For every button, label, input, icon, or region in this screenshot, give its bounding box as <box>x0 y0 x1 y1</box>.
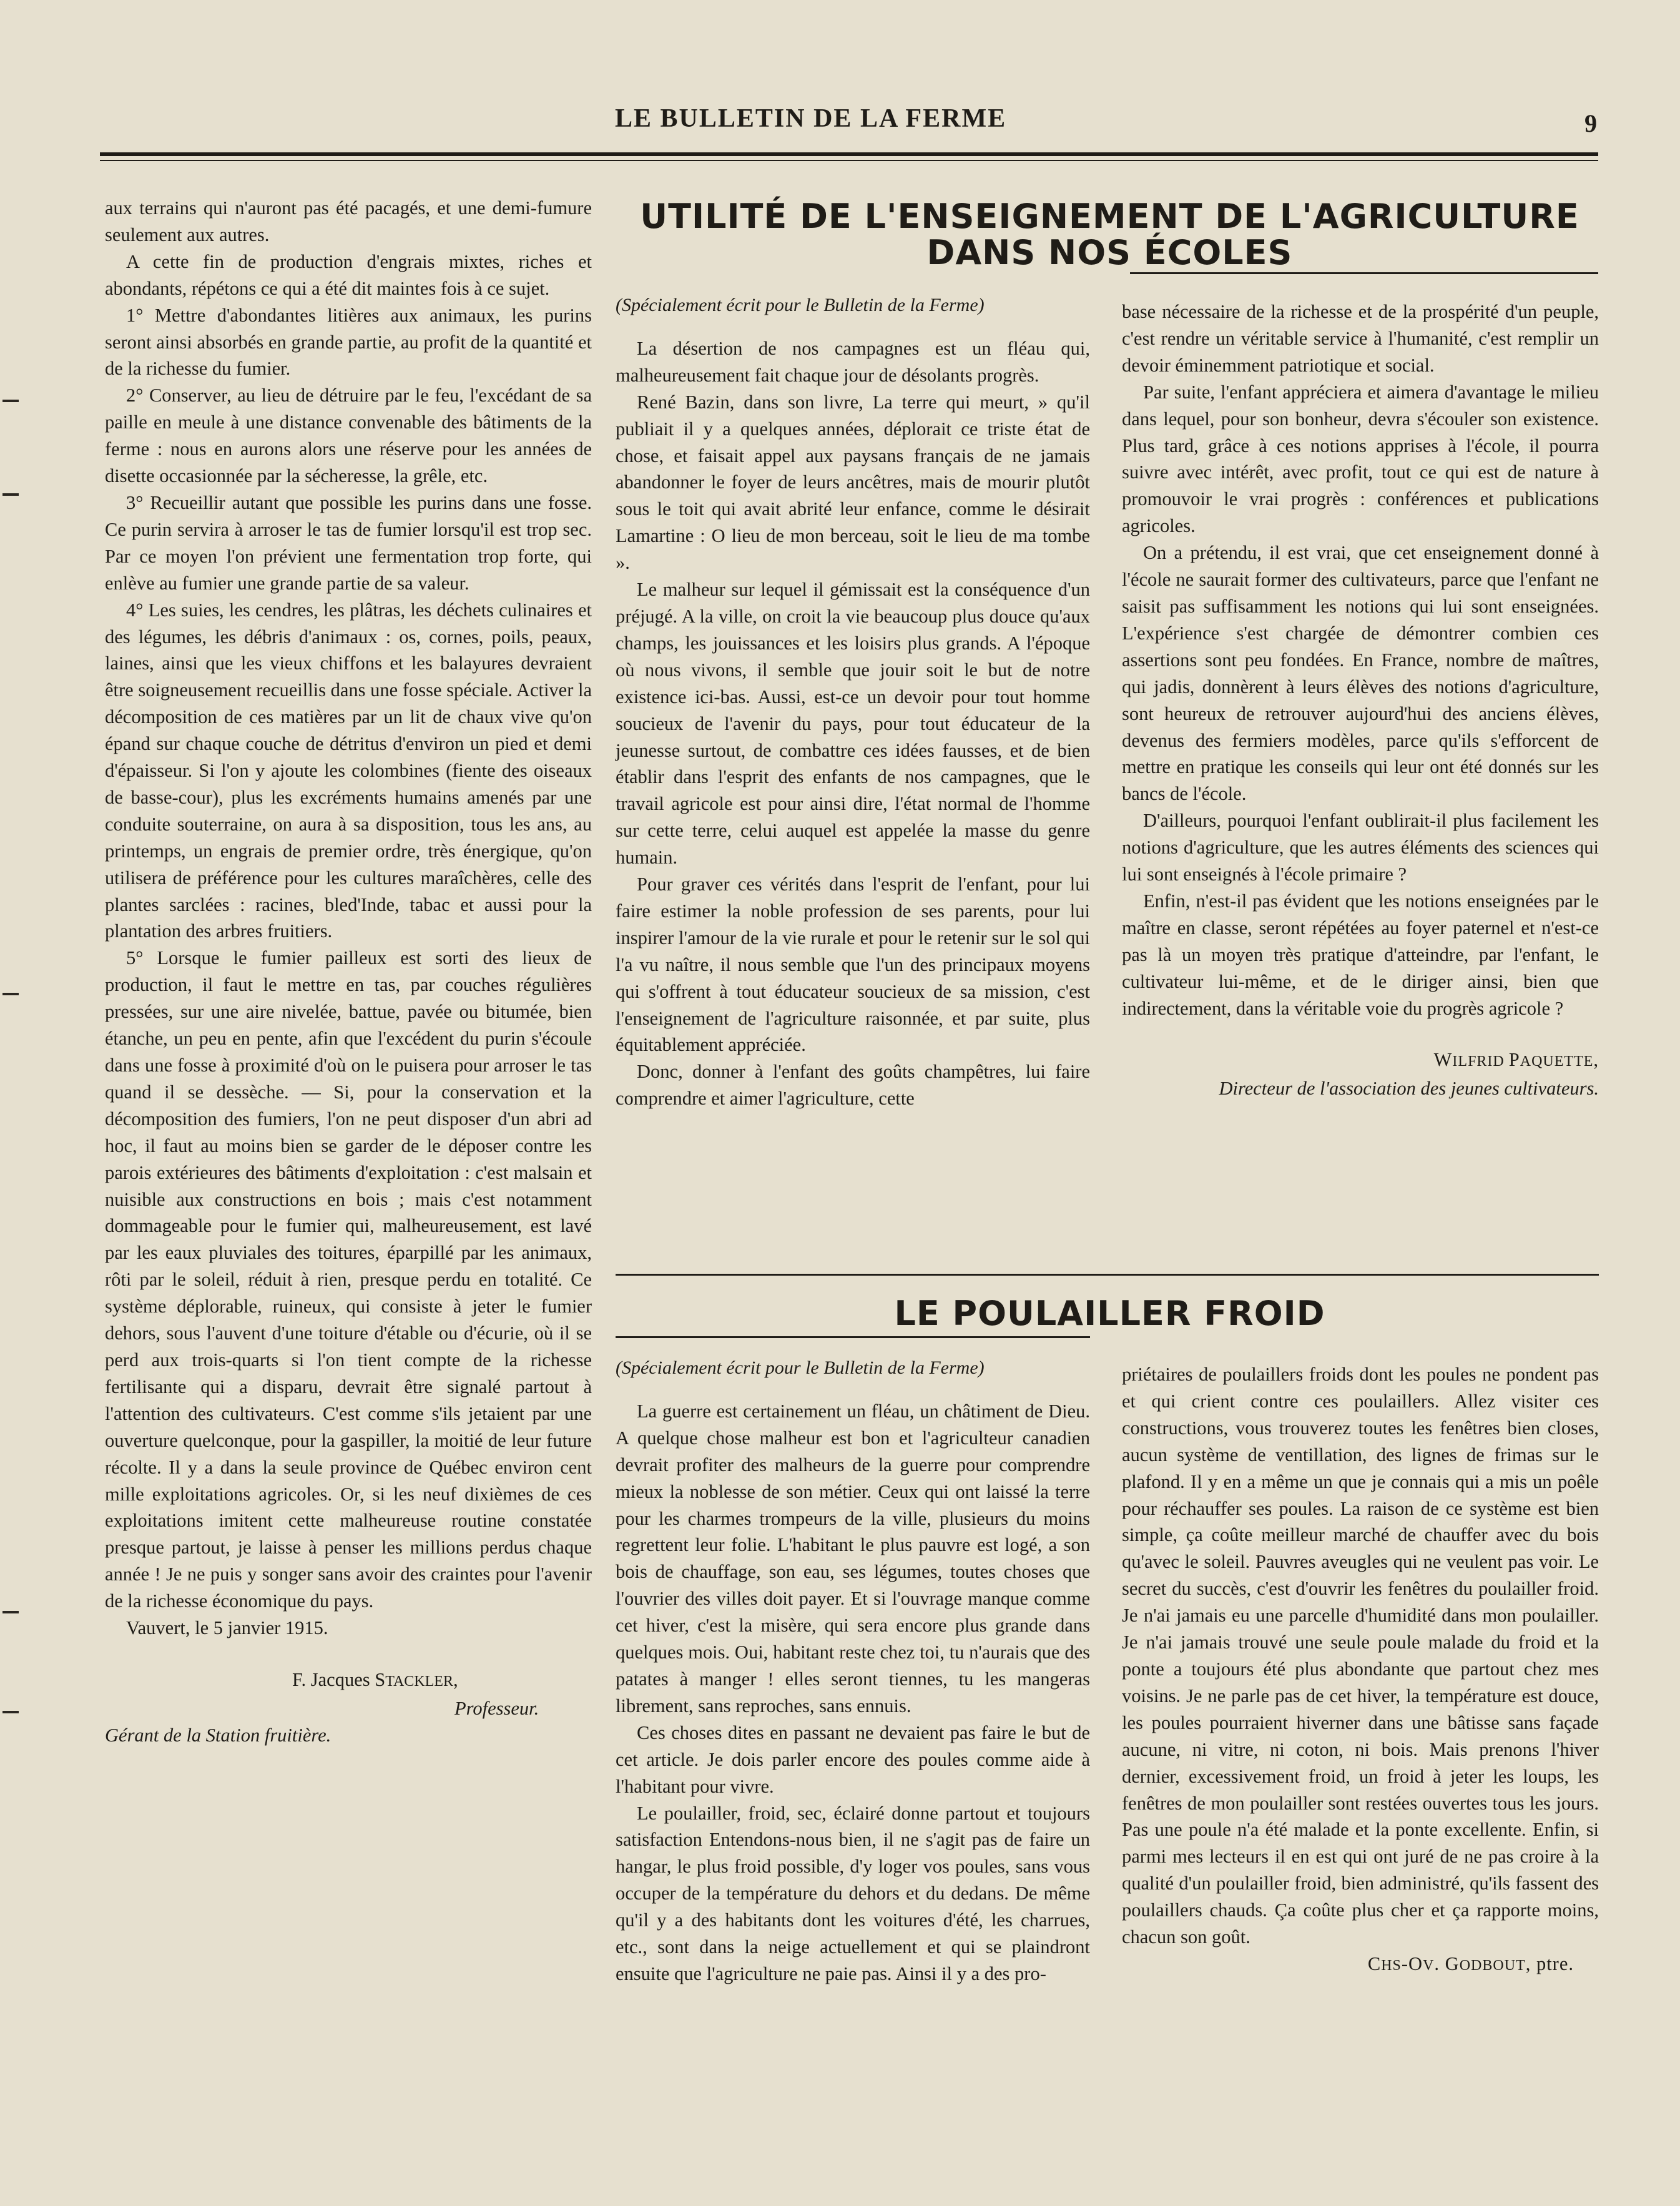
signature-name: WILFRID PAQUETTE, <box>1433 1049 1599 1071</box>
article1-byline: (Spécialement écrit pour le Bulletin de la Ferme) <box>616 295 985 315</box>
margin-mark <box>2 400 19 402</box>
header-rule <box>100 152 1598 156</box>
header-rule-thin <box>100 160 1598 161</box>
paragraph: base nécessaire de la richesse et de la prospérité d'un peuple, c'est rendre un véritable service à l'humanité, c'est remplir un devoir éminemment patriotique et social. <box>1122 301 1599 376</box>
paragraph: Donc, donner à l'enfant des goûts champêtres, lui faire comprendre et aimer l'agriculture, cette <box>616 1061 1090 1110</box>
paragraph: 3° Recueillir autant que possible les purins dans une fosse. Ce purin servira à arroser le tas de fumier lorsqu'il est trop sec. Par ce moyen l'on prévient une fermentation trop forte, qui enlève au fumier une grande partie de sa valeur. <box>105 491 592 594</box>
paragraph: Par suite, l'enfant appréciera et aimera d'avantage le milieu dans lequel, pour son bonheur, devra s'écouler son existence. Plus tard, grâce à ces notions apprises à l'école, il pourra suivre avec intérêt, avec profit, tout ce qui est de nature à promouvoir le vrai progrès : conférences et publications agricoles. <box>1122 381 1599 537</box>
article1-column-2 <box>1122 298 1599 1102</box>
article2-byline: (Spécialement écrit pour le Bulletin de la Ferme) <box>616 1357 985 1378</box>
paragraph: Le malheur sur lequel il gémissait est la conséquence d'un préjugé. A la ville, on croit la vie beaucoup plus douce qu'aux champs, les jouissances et les loisirs plus grands. A l'époque où nous vivons, il semble que jouir soit le but de notre existence ici-bas. Aussi, est-ce un devoir pour tout homme soucieux de l'avenir du pays, pour tout éducateur de la jeunesse surtout, de combattre ces idées fausses, et de bien établir dans l'esprit des enfants de nos campagnes, que le travail agricole est pour ainsi dire, l'état normal de l'homme sur cette terre, celui auquel est appelée la masse du genre humain. <box>616 579 1090 869</box>
paragraph: Pour graver ces vérités dans l'esprit de l'enfant, pour lui faire estimer la noble profession de ses parents, pour lui inspirer l'amour de la vie rurale et pour le retenir sur le sol qui l'a vu naître, il nous semble que l'un des principaux moyens qui s'offrent à tout éducateur soucieux de sa mission, c'est l'enseignement de l'agriculture raisonnée, et par suite, plus équitablement appréciée. <box>616 874 1090 1056</box>
paragraph: René Bazin, dans son livre, La terre qui meurt, » qu'il publiait il y a quelques années, déplorait ce triste état de chose, et faisait appel aux paysans français de ne jamais abandonner le foyer de leurs ancêtres, mais de mourir plutôt sous le toit qui avait abrité leur enfance, comme le désirait Lamartine : O lieu de mon berceau, soit le lieu de ma tombe ». <box>616 391 1090 574</box>
article1-signature <box>1122 1046 1599 1102</box>
paragraph: 5° Lorsque le fumier pailleux est sorti des lieux de production, il faut le mettre en tas, par couches régulières pressées, sur une aire nivelée, battue, pavée ou bitumée, bien étanche, un peu en pente, afin que l'excédent du purin s'écoule dans une fosse à proximité d'où on le puisera pour arroser le tas quand il se dessèche. — Si, pour la conservation et la décomposition des fumiers, l'on ne peut disposer d'un abri ad hoc, il faut au moins bien se garder de le déposer contre les parois extérieures des bâtiments d'exploitation : c'est malsain et nuisible aux constructions en bois ; mais c'est notamment dommageable pour le fumier qui, malheureusement, est lavé par les eaux pluviales des toitures, éparpillé par les animaux, rôti par le soleil, réduit à rien, presque perdu en totalité. Ce système déplorable, ruineux, qui consiste à jeter le fumier dehors, sous l'auvent d'une toiture d'étable ou d'écurie, où il se perd aux trois-quarts si l'on tient compte de la richesse fertilisante qui a disparu, devrait être signalé partout à l'attention des cultivateurs. C'est comme s'ils jetaient par une ouverture quelconque, pour la gaspiller, la moitié de leur future récolte. Il y a dans la seule province de Québec environ cent mille exploitations agricoles. Or, si les neuf dixièmes de ces exploitations imitent cette malheureuse routine constatée presque partout, je laisse à penser les millions perdus chaque année ! Je ne puis y songer sans avoir des craintes pour l'avenir de la richesse économique du pays. <box>105 947 592 1612</box>
margin-mark <box>2 1711 19 1713</box>
article-divider <box>616 1274 1599 1276</box>
left-column <box>105 195 592 1749</box>
paragraph: priétaires de poulaillers froids dont les poules ne pondent pas et qui crient contre ces poulaillers. Allez visiter ces constructions, vous trouverez toutes les fenêtres bien closes, aucun système de ventillation, des lignes de frimas sur le plafond. Il y en a même un que je connais qui a mis un poêle pour réchauffer ses poules. La raison de ce système est bien simple, ça coûte meilleur marché de chauffer avec du bois qu'avec le soleil. Pauvres aveugles qui ne veulent pas voir. Le secret du succès, c'est d'ouvrir les fenêtres du poulailler froid. Je n'ai jamais eu une parcelle d'humidité dans mon poulailler. Je n'ai jamais trouvé une seule poule malade du froid et la ponte a toujours été plus abondante que partout chez mes voisins. Je ne parle pas de cet hiver, la température est douce, les poules pourraient hiverner dans une bâtisse sans façade aucune, ni vitre, ni coton, ni bois. Mais prenons l'hiver dernier, excessivement froid, un froid à jeter les loups, les fenêtres de mon poulailler sont restées ouvertes tous les jours. Pas une poule n'a été malade et la ponte excellente. Enfin, si parmi mes lecteurs il en est qui ont juré de ne pas croire à la qualité d'un poulailler froid, bien administré, qu'ils fassent des poulaillers chauds. Ça coûte plus cher et ça rapporte moins, chacun son goût. <box>1122 1364 1599 1948</box>
paragraph: aux terrains qui n'auront pas été pacagés, et une demi-fumure seulement aux autres. <box>105 197 592 245</box>
signature-name: CHS-OV. GODBOUT, ptre. <box>1367 1952 1574 1974</box>
paragraph: Le poulailler, froid, sec, éclairé donne partout et toujours satisfaction Entendons-nous bien, il ne s'agit pas de faire un hangar, le plus froid possible, d'y loger vos poules, sans vous occuper de la température du dehors et du dedans. De même qu'il y a des habitants dont les voitures d'été, les charrues, etc., sont dans la neige actuellement et qui se plaindront ensuite que l'agriculture ne paie pas. Ainsi il y a des pro- <box>616 1802 1090 1984</box>
paragraph: La guerre est certainement un fléau, un châtiment de Dieu. A quelque chose malheur est bon et l'agriculteur canadien devrait profiter des malheurs de la guerre pour comprendre mieux la noblesse de son métier. Ceux qui ont laissé la terre pour les charmes trompeurs de la ville, plusieurs du moins regrettent leur folie. L'habitant le plus pauvre est logé, a son bois de chauffage, son eau, ses légumes, toutes choses que l'ouvrier des villes doit payer. Et si l'ouvrage manque comme cet hiver, c'est la misère, qui sera encore plus grande dans quelques mois. Oui, habitant reste chez toi, tu n'aurais que des patates à manger ! elles seront tiennes, tu les mangeras librement, sans reproches, sans ennuis. <box>616 1400 1090 1716</box>
article2-title: LE POULAILLER FROID <box>894 1294 1325 1333</box>
paragraph: Ces choses dites en passant ne devaient pas faire le but de cet article. Je dois parler encore des poules comme aide à l'habitant pour vivre. <box>616 1721 1090 1797</box>
paragraph: 2° Conserver, au lieu de détruire par le feu, l'excédant de sa paille en meule à une distance convenable des bâtiments de la ferme : nous en aurons alors une réserve pour les années de disette occasionnée par la sécheresse, la grêle, etc. <box>105 385 592 487</box>
paragraph: A cette fin de production d'engrais mixtes, riches et abondants, répétons ce qui a été dit maintes fois à ce sujet. <box>105 250 592 299</box>
article2-column-1 <box>616 1355 1090 1987</box>
paragraph: 4° Les suies, les cendres, les plâtras, les déchets culinaires et des légumes, les débris d'animaux : os, cornes, poils, peaux, laines, ainsi que les vieux chiffons et les balayures devraient être soigneusement recueillis dans une fosse spéciale. Activer la décomposition de ces matières par un lit de chaux vive qu'on épand sur chaque couche de détritus d'environ un pied et demi d'épaisseur. Si l'on y ajoute les colombines (fiente des oiseaux de basse-cour), plus les excréments humains amenés par une conduite souterraine, on aura à sa disposition, tous les ans, au printemps, un engrais de premier ordre, très énergique, qu'on utilisera de préférence pour les cultures maraîchères, celle des plantes sarclées : racines, bled'Inde, tabac et aussi pour la plantation des arbres fruitiers. <box>105 599 592 942</box>
signature-role: Directeur de l'association des jeunes cultivateurs. <box>1219 1078 1599 1100</box>
signature-role: Gérant de la Station fruitière. <box>105 1724 332 1746</box>
paragraph: La désertion de nos campagnes est un fléau qui, malheureusement fait chaque jour de désolants progrès. <box>616 337 1090 386</box>
article1-title: UTILITÉ DE L'ENSEIGNEMENT DE L'AGRICULTURE DANS NOS ÉCOLES <box>640 197 1579 272</box>
running-title: LE BULLETIN DE LA FERME <box>615 104 1007 133</box>
article1-column-1 <box>616 292 1090 1112</box>
paragraph: On a prétendu, il est vrai, que cet enseignement donné à l'école ne saurait former des cultivateurs, parce que l'enfant ne saisit pas suffisamment les notions qui lui sont enseignées. L'expérience s'est chargée de démontrer combien ces assertions sont peu fondées. En France, nombre de maîtres, qui jadis, donnèrent à leurs élèves des notions d'agriculture, sont heureux de retrouver aujourd'hui des anciens élèves, devenus des fermiers modèles, parce qu'ils s'efforcent de mettre en pratique les conseils qui leur ont été donnés sur les bancs de l'école. <box>1122 542 1599 805</box>
left-signature <box>105 1667 592 1749</box>
signature-name: F. Jacques STACKLER, <box>292 1668 458 1690</box>
paragraph: D'ailleurs, pourquoi l'enfant oublirait-il plus facilement les notions d'agriculture, que les autres éléments des sciences qui lui sont enseignés à l'école primaire ? <box>1122 810 1599 885</box>
paragraph: 1° Mettre d'abondantes litières aux animaux, les purins seront ainsi absorbés en grande partie, au profit de la quantité et de la richesse du fumier. <box>105 304 592 380</box>
dateline: Vauvert, le 5 janvier 1915. <box>126 1617 328 1639</box>
margin-mark <box>2 493 19 496</box>
article2-column-2 <box>1122 1361 1599 1979</box>
margin-mark <box>2 1611 19 1613</box>
page-number: 9 <box>1584 109 1597 137</box>
article2-signature <box>1122 1951 1599 1979</box>
article2-title-rule <box>616 1336 1090 1338</box>
article1-title-rule <box>1130 272 1598 274</box>
signature-title: Professeur. <box>454 1697 539 1719</box>
paragraph: Enfin, n'est-il pas évident que les notions enseignées par le maître en classe, seront répétées au foyer paternel et n'est-ce pas là un moyen très pratique d'atteindre, par l'enfant, le cultivateur lui-même, et de le diriger ainsi, bien que indirectement, dans la véritable voie du progrès agricole ? <box>1122 890 1599 1019</box>
margin-mark <box>2 993 19 995</box>
